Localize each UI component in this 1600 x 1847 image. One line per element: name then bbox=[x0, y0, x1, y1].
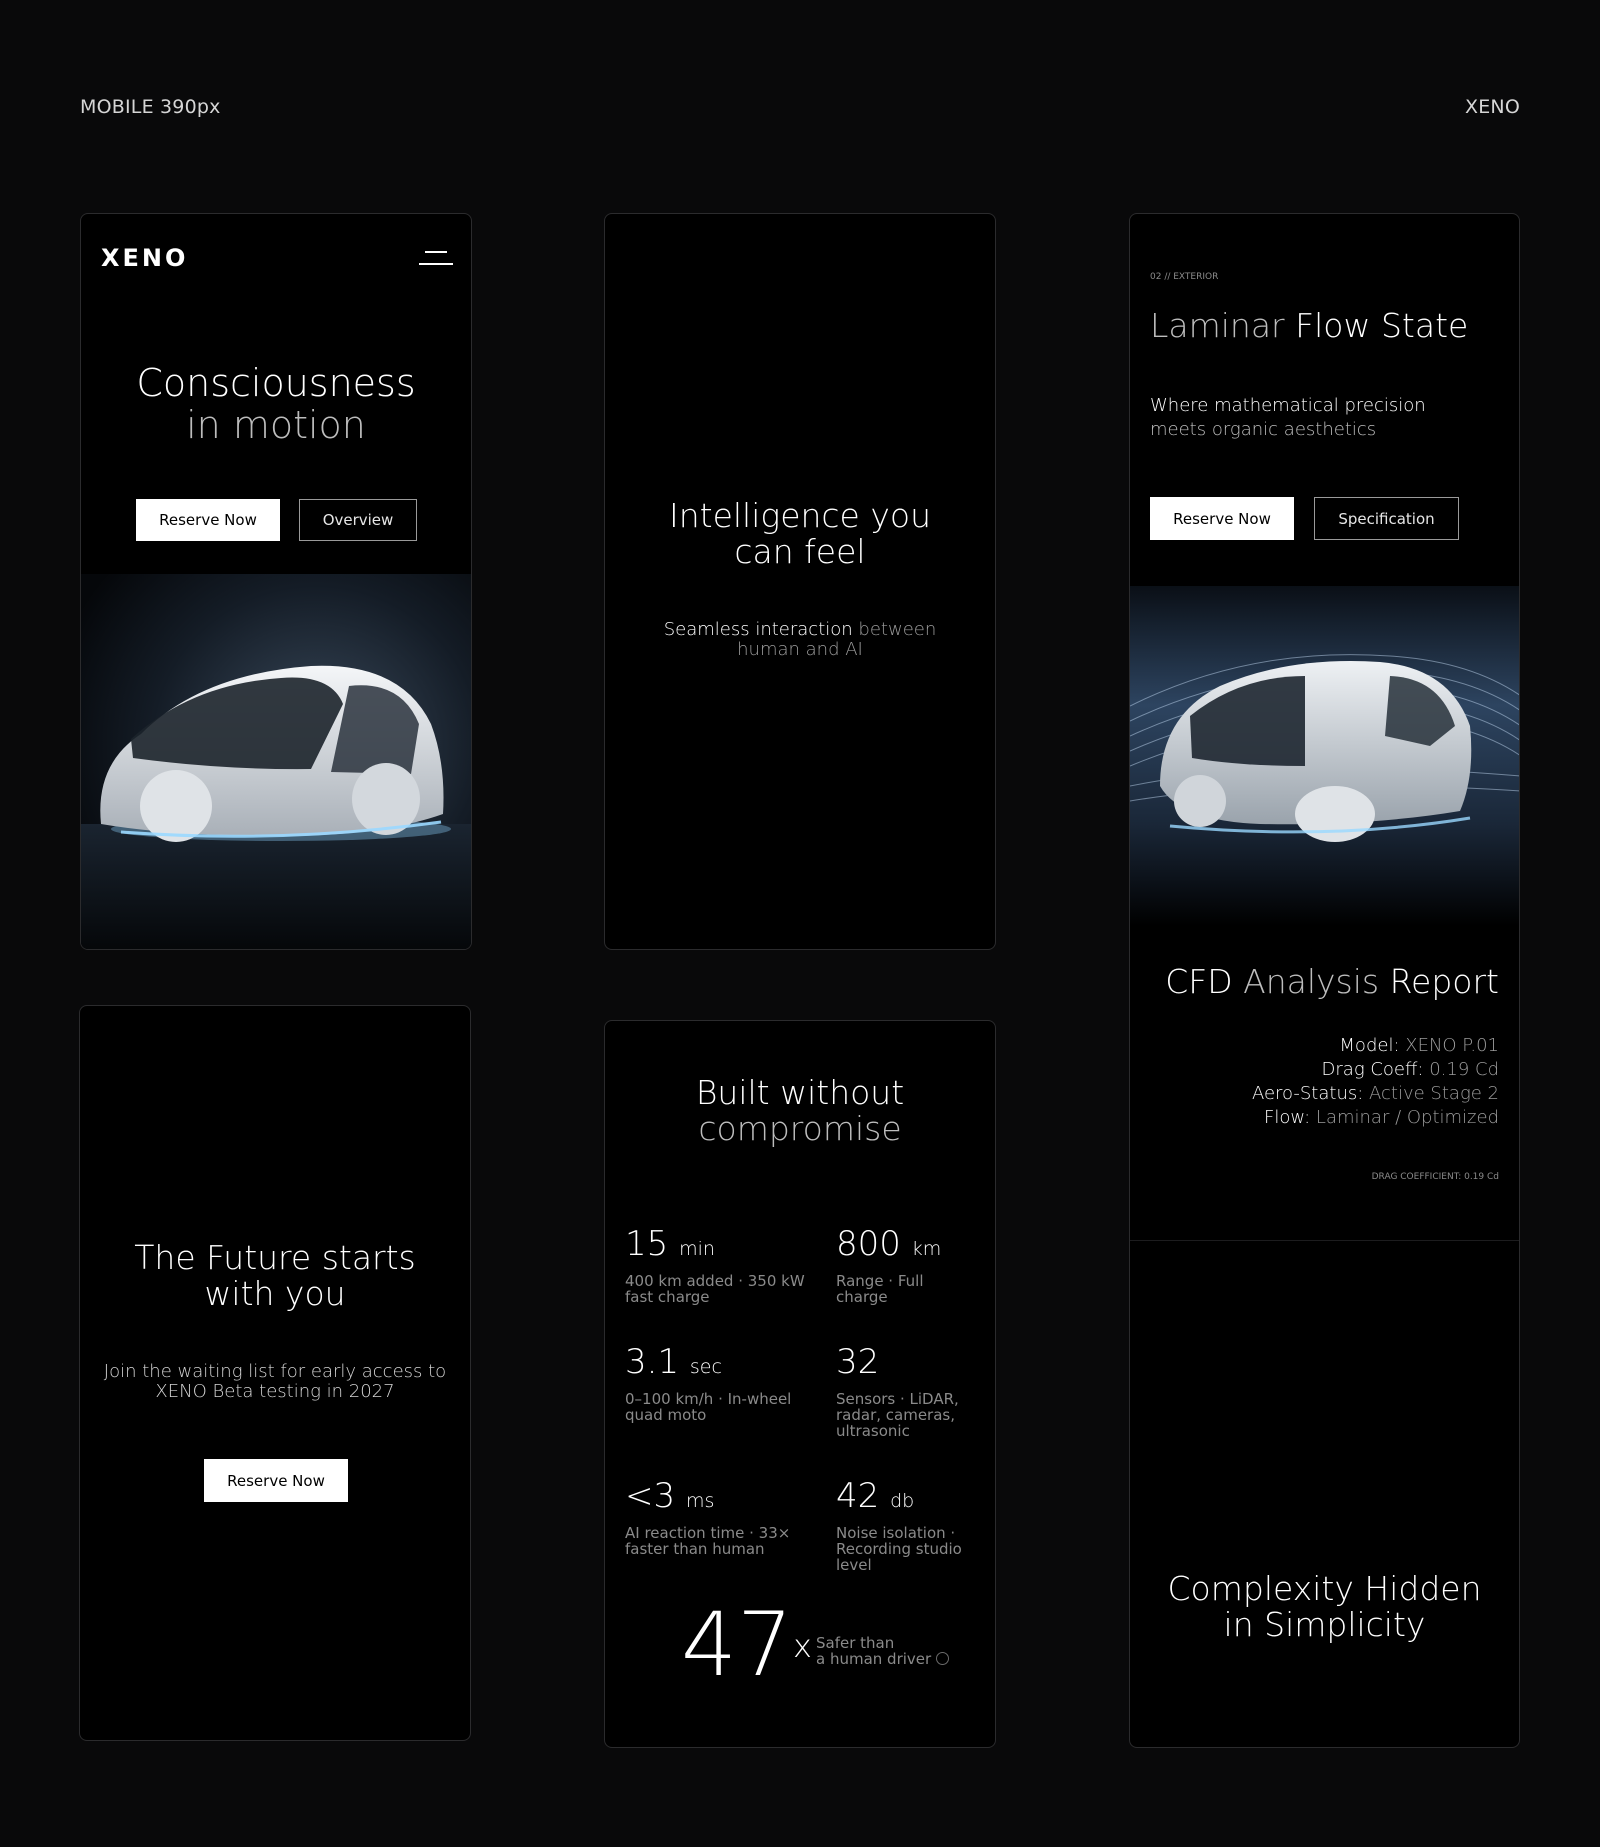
complexity-headline bbox=[1130, 1571, 1519, 1643]
intelligence-sub-line2: human and AI bbox=[737, 639, 863, 660]
future-headline bbox=[80, 1240, 470, 1312]
xeno-logo[interactable]: XENO bbox=[101, 244, 189, 272]
stat-description: 400 km added · 350 kW fast charge bbox=[625, 1272, 805, 1306]
stat-description: Sensors · LiDAR, radar, cameras, ultrasonic bbox=[836, 1390, 959, 1440]
hero-headline bbox=[81, 362, 471, 446]
cfd-spec-row: Aero-Status: Active Stage 2 bbox=[1251, 1083, 1499, 1104]
cfd-spec-row: Flow: Laminar / Optimized bbox=[1264, 1107, 1499, 1128]
overview-button[interactable]: Overview bbox=[299, 499, 417, 541]
complexity-line1: Complexity Hidden bbox=[1167, 1569, 1482, 1608]
intelligence-sub-b: between bbox=[858, 619, 937, 640]
safety-multiplier-unit: x bbox=[792, 1627, 812, 1665]
viewport-label: MOBILE 390px bbox=[80, 96, 221, 118]
reserve-now-button[interactable]: Reserve Now bbox=[136, 499, 280, 541]
cfd-spec-row: Model: XENO P.01 bbox=[1339, 1035, 1499, 1056]
future-headline-line2: with you bbox=[204, 1274, 346, 1313]
hero-card bbox=[80, 213, 472, 950]
cfd-spec-list bbox=[1252, 1034, 1499, 1130]
car-image bbox=[81, 574, 472, 950]
hero-headline-line1: Consciousness bbox=[136, 361, 416, 405]
stat-value: 15 min bbox=[625, 1224, 715, 1264]
cfd-title-a: CFD bbox=[1165, 962, 1233, 1001]
menu-icon[interactable] bbox=[419, 248, 453, 268]
safety-caption-line1: Safer than bbox=[816, 1634, 895, 1652]
intelligence-subtitle bbox=[605, 620, 995, 660]
stat-value: 800 km bbox=[836, 1224, 942, 1264]
section-divider bbox=[1130, 1240, 1519, 1241]
info-icon[interactable] bbox=[936, 1652, 949, 1665]
exterior-eyebrow: 02 // EXTERIOR bbox=[1150, 272, 1219, 282]
cfd-title-b: Analysis bbox=[1243, 962, 1380, 1001]
reserve-now-button[interactable]: Reserve Now bbox=[1150, 497, 1294, 540]
safety-multiplier-num: 47 bbox=[681, 1593, 793, 1696]
stat-description: 0–100 km/h · In-wheel quad moto bbox=[625, 1390, 792, 1424]
intelligence-headline-line2: can feel bbox=[734, 532, 866, 571]
laminar-title-a: Laminar bbox=[1150, 306, 1285, 345]
future-sub-line2: XENO Beta testing in 2027 bbox=[155, 1381, 395, 1402]
hero-headline-line2: in motion bbox=[186, 403, 366, 447]
aero-car-image bbox=[1130, 586, 1520, 926]
cfd-spec-row: Drag Coeff: 0.19 Cd bbox=[1321, 1059, 1499, 1080]
laminar-subtitle bbox=[1150, 394, 1426, 442]
specification-button[interactable]: Specification bbox=[1314, 497, 1459, 540]
laminar-sub-line1: Where mathematical precision bbox=[1150, 395, 1426, 416]
cfd-title bbox=[1165, 962, 1499, 1001]
intelligence-headline-line1: Intelligence you bbox=[669, 496, 931, 535]
stat-value: 32 bbox=[836, 1342, 880, 1382]
specs-headline bbox=[605, 1075, 995, 1147]
drag-caption: DRAG COEFFICIENT: 0.19 Cd bbox=[1371, 1172, 1499, 1182]
stat-description: Noise isolation · Recording studio level bbox=[836, 1524, 962, 1574]
specs-headline-line1: Built without bbox=[695, 1073, 905, 1112]
intelligence-sub-a: Seamless interaction bbox=[663, 619, 853, 640]
stat-description: AI reaction time · 33× faster than human bbox=[625, 1524, 791, 1558]
laminar-title bbox=[1150, 306, 1468, 345]
exterior-card bbox=[1129, 213, 1520, 1748]
intelligence-headline bbox=[605, 498, 995, 570]
reserve-now-button[interactable]: Reserve Now bbox=[204, 1459, 348, 1502]
future-card bbox=[79, 1005, 471, 1741]
laminar-sub-line2: meets organic aesthetics bbox=[1150, 419, 1377, 440]
laminar-title-b: Flow State bbox=[1295, 306, 1469, 345]
safety-multiplier bbox=[681, 1593, 812, 1696]
safety-caption-line2: a human driver bbox=[816, 1650, 932, 1668]
cfd-title-c: Report bbox=[1389, 962, 1499, 1001]
brand-label: XENO bbox=[1465, 96, 1520, 118]
complexity-line2: in Simplicity bbox=[1223, 1605, 1426, 1644]
stat-value: 3.1 sec bbox=[625, 1342, 722, 1382]
future-sub-line1: Join the waiting list for early access to bbox=[103, 1361, 447, 1382]
future-subtitle bbox=[80, 1362, 470, 1402]
stat-value: 42 db bbox=[836, 1476, 915, 1516]
future-headline-line1: The Future starts bbox=[134, 1238, 416, 1277]
specs-card bbox=[604, 1020, 996, 1748]
specs-headline-line2: compromise bbox=[698, 1109, 902, 1148]
stat-description: Range · Full charge bbox=[836, 1272, 924, 1306]
intelligence-card bbox=[604, 213, 996, 950]
stat-value: <3 ms bbox=[625, 1476, 715, 1516]
safety-caption bbox=[816, 1635, 949, 1667]
